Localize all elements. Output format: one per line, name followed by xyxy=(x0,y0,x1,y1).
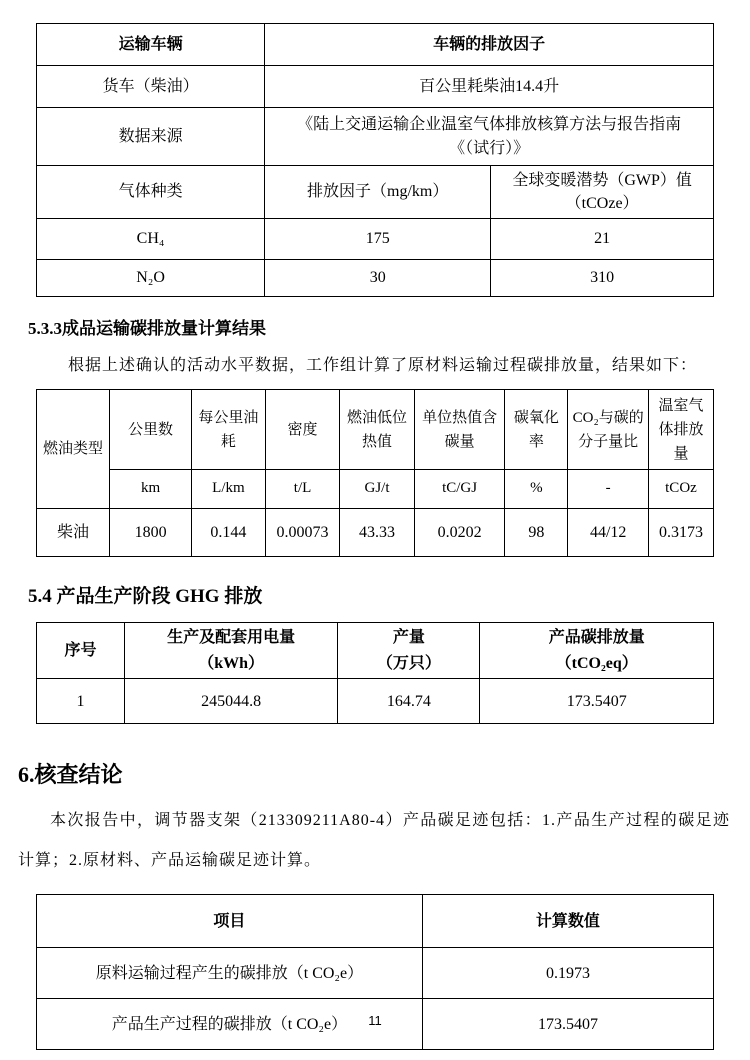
gas-name-cell: CH₄ xyxy=(37,219,265,260)
fuel-calculation-table xyxy=(36,389,714,557)
carbon-content-cell: 0.0202 xyxy=(414,509,505,557)
header-unit: （万只） xyxy=(376,654,441,672)
oxidation-rate-cell: 98 xyxy=(505,509,568,557)
product-emission-header-cell xyxy=(480,623,714,679)
gwp-header-cell xyxy=(491,166,714,219)
distance-cell: 1800 xyxy=(110,509,192,557)
section-6-paragraph: 本次报告中，调节器支架（213309211A80-4）产品碳足迹包括：1.产品生产过程的碳足迹计算；2.原材料、产品运输碳足迹计算。 xyxy=(18,812,730,870)
unit-cell: L/km xyxy=(192,470,266,509)
truck-value-cell: 百公里耗柴油14.4升 xyxy=(265,66,714,108)
source-value-cell xyxy=(265,108,714,166)
output-header-cell xyxy=(338,623,480,679)
unit-cell: GJ/t xyxy=(340,470,414,509)
gwp-header-line1: 全球变暖潜势（GWP）值 xyxy=(512,171,692,189)
table-row xyxy=(37,66,714,108)
ghg-emission-cell: 0.3173 xyxy=(648,509,713,557)
section-54-heading: 5.4 产品生产阶段 GHG 排放 xyxy=(28,586,263,607)
table-row xyxy=(37,679,714,724)
value-cell: 0.1973 xyxy=(422,948,713,999)
unit-cell: km xyxy=(110,470,192,509)
output-cell: 164.74 xyxy=(338,679,480,724)
item-header-cell: 项目 xyxy=(37,895,423,948)
gas-gwp-cell: 310 xyxy=(491,260,714,297)
table-row xyxy=(37,260,714,297)
header-label: 生产及配套用电量 xyxy=(167,629,296,646)
unit-cell: - xyxy=(568,470,649,509)
index-cell: 1 xyxy=(37,679,125,724)
table-row xyxy=(37,948,714,999)
heat-value-cell: 43.33 xyxy=(340,509,414,557)
item-cell: 产品生产过程的碳排放（t CO₂e） xyxy=(37,999,423,1050)
table-row xyxy=(37,108,714,166)
vehicle-header-cell: 运输车辆 xyxy=(37,24,265,66)
vehicle-emission-table xyxy=(36,23,714,297)
page-number: 11 xyxy=(368,1013,382,1028)
table-header-row xyxy=(37,390,714,470)
section-533-paragraph: 根据上述确认的活动水平数据，工作组计算了原材料运输过程碳排放量，结果如下： xyxy=(68,357,698,374)
carbon-content-header-cell: 单位热值含碳量 xyxy=(414,390,505,470)
consumption-cell: 0.144 xyxy=(192,509,266,557)
ghg-emission-header-cell: 温室气体排放量 xyxy=(648,390,713,470)
header-unit: （tCO₂eq） xyxy=(555,654,638,672)
value-header-cell: 计算数值 xyxy=(422,895,713,948)
table-row xyxy=(37,24,714,66)
density-header-cell: 密度 xyxy=(265,390,339,470)
factor-header-cell: 排放因子（mg/km） xyxy=(265,166,491,219)
density-cell: 0.00073 xyxy=(265,509,339,557)
electricity-header-cell xyxy=(125,623,338,679)
consumption-header-cell: 每公里油耗 xyxy=(192,390,266,470)
index-header-cell xyxy=(37,623,125,679)
truck-label-cell: 货车（柴油） xyxy=(37,66,265,108)
unit-cell: % xyxy=(505,470,568,509)
header-label: 产量 xyxy=(392,629,425,646)
molecular-ratio-header-cell: CO₂与碳的分子量比 xyxy=(568,390,649,470)
source-label-cell: 数据来源 xyxy=(37,108,265,166)
table-row xyxy=(37,166,714,219)
distance-header-cell: 公里数 xyxy=(110,390,192,470)
production-ghg-table xyxy=(36,622,714,724)
gas-name-cell: N₂O xyxy=(37,260,265,297)
fuel-type-header-cell: 燃油类型 xyxy=(37,390,110,509)
table-header-row xyxy=(37,895,714,948)
table-row xyxy=(37,219,714,260)
item-cell: 原料运输过程产生的碳排放（t CO₂e） xyxy=(37,948,423,999)
unit-cell: t/L xyxy=(265,470,339,509)
source-value-line1: 《陆上交通运输企业温室气体排放核算方法与报告指南 xyxy=(297,116,682,134)
fuel-type-cell: 柴油 xyxy=(37,509,110,557)
emission-factor-header-cell: 车辆的排放因子 xyxy=(265,24,714,66)
product-emission-cell: 173.5407 xyxy=(480,679,714,724)
section-533-heading: 5.3.3成品运输碳排放量计算结果 xyxy=(28,319,266,338)
section-6-heading: 6.核查结论 xyxy=(18,762,123,788)
unit-cell: tCOz xyxy=(648,470,713,509)
value-cell: 173.5407 xyxy=(422,999,713,1050)
heat-value-header-cell: 燃油低位热值 xyxy=(340,390,414,470)
molecular-ratio-cell: 44/12 xyxy=(568,509,649,557)
source-value-line2: 《（试行）》 xyxy=(449,139,530,157)
gas-type-header-cell: 气体种类 xyxy=(37,166,265,219)
table-row xyxy=(37,509,714,557)
gas-gwp-cell: 21 xyxy=(491,219,714,260)
header-label: 序号 xyxy=(64,641,97,659)
table-units-row xyxy=(37,470,714,509)
unit-cell: tC/GJ xyxy=(414,470,505,509)
gas-factor-cell: 30 xyxy=(265,260,491,297)
table-header-row xyxy=(37,623,714,679)
header-label: 产品碳排放量 xyxy=(548,629,645,646)
gas-factor-cell: 175 xyxy=(265,219,491,260)
gwp-header-line2: （tCOze） xyxy=(565,195,639,212)
electricity-cell: 245044.8 xyxy=(125,679,338,724)
header-unit: （kWh） xyxy=(198,654,265,672)
oxidation-rate-header-cell: 碳氧化率 xyxy=(505,390,568,470)
